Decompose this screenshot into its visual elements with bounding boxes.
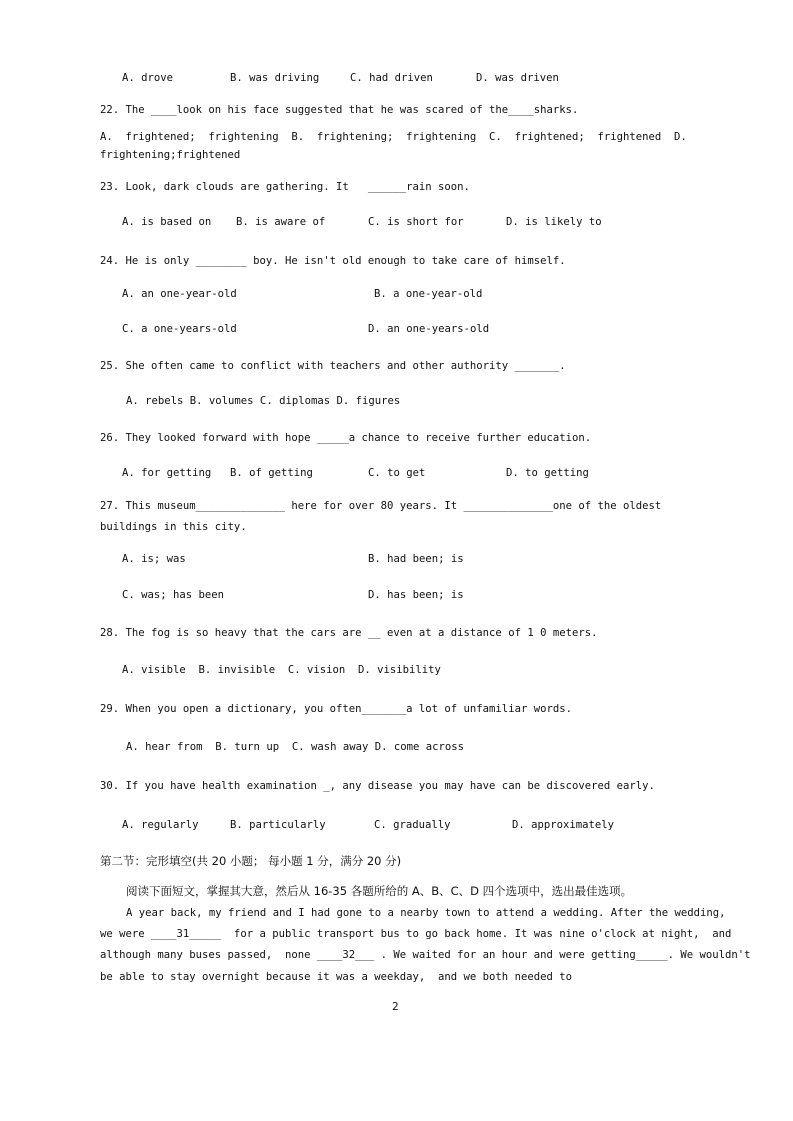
q21-option-a: A. drove	[122, 72, 174, 84]
q23-option-a: A. is based on	[122, 216, 212, 228]
section2-instruction: 阅读下面短文，掌握其大意，然后从 16-35 各题所给的 A、B、C、D 四个选项中，选出最佳选项。	[126, 884, 633, 898]
q26-option-a: A. for getting	[122, 467, 212, 479]
q29-stem: 29. When you open a dictionary, you often_______a lot of unfamiliar words.	[100, 703, 572, 715]
q22-options-line1: A. frightened; frightening B. frightening; frightening C. frightened; frightened D.	[100, 131, 687, 143]
q21-option-c: C. had driven	[350, 72, 433, 84]
page-number: 2	[392, 1000, 399, 1013]
q27-stem-line1: 27. This museum______________ here for over 80 years. It ______________one of the oldest	[100, 500, 662, 512]
q28-options: A. visible B. invisible C. vision D. visibility	[122, 664, 441, 676]
passage-line-4: be able to stay overnight because it was a weekday, and we both needed to	[100, 971, 572, 983]
q27-stem-line2: buildings in this city.	[100, 521, 247, 533]
q24-option-d: D. an one-years-old	[368, 323, 490, 335]
q23-option-c: C. is short for	[368, 216, 464, 228]
q23-stem: 23. Look, dark clouds are gathering. It ______rain soon.	[100, 181, 470, 193]
q21-option-b: B. was driving	[230, 72, 320, 84]
q22-stem: 22. The ____look on his face suggested that he was scared of the____sharks.	[100, 104, 579, 116]
q24-option-c: C. a one-years-old	[122, 323, 237, 335]
q26-option-d: D. to getting	[506, 467, 589, 479]
q24-stem: 24. He is only ________ boy. He isn't old enough to take care of himself.	[100, 255, 566, 267]
q25-options: A. rebels B. volumes C. diplomas D. figures	[126, 395, 401, 407]
q24-option-a: A. an one-year-old	[122, 288, 237, 300]
q27-option-b: B. had been; is	[368, 553, 464, 565]
q27-option-d: D. has been; is	[368, 589, 464, 601]
section2-heading: 第二节：完形填空(共 20 小题； 每小题 1 分，满分 20 分)	[100, 854, 402, 868]
passage-line-1: A year back, my friend and I had gone to a nearby town to attend a wedding. After the wedding,	[126, 907, 726, 919]
q21-option-d: D. was driven	[476, 72, 559, 84]
q30-option-b: B. particularly	[230, 819, 326, 831]
q24-option-b: B. a one-year-old	[374, 288, 483, 300]
q29-options: A. hear from B. turn up C. wash away D. come across	[126, 741, 465, 753]
q30-option-c: C. gradually	[374, 819, 451, 831]
q30-option-a: A. regularly	[122, 819, 199, 831]
q30-option-d: D. approximately	[512, 819, 615, 831]
q26-option-b: B. of getting	[230, 467, 313, 479]
passage-line-2: we were ____31_____ for a public transport bus to go back home. It was nine o'clock at night, and	[100, 928, 732, 940]
q22-options-line2: frightening;frightened	[100, 149, 241, 161]
q30-stem: 30. If you have health examination _, any disease you may have can be discovered early.	[100, 780, 655, 792]
q26-stem: 26. They looked forward with hope _____a chance to receive further education.	[100, 432, 592, 444]
passage-line-3: although many buses passed, none ____32___ . We waited for an hour and were getting_____. We wouldn't	[100, 949, 751, 961]
q27-option-c: C. was; has been	[122, 589, 225, 601]
q25-stem: 25. She often came to conflict with teachers and other authority _______.	[100, 360, 566, 372]
q26-option-c: C. to get	[368, 467, 426, 479]
q23-option-d: D. is likely to	[506, 216, 602, 228]
q28-stem: 28. The fog is so heavy that the cars are __ even at a distance of 1 0 meters.	[100, 627, 598, 639]
q23-option-b: B. is aware of	[236, 216, 326, 228]
q27-option-a: A. is; was	[122, 553, 186, 565]
